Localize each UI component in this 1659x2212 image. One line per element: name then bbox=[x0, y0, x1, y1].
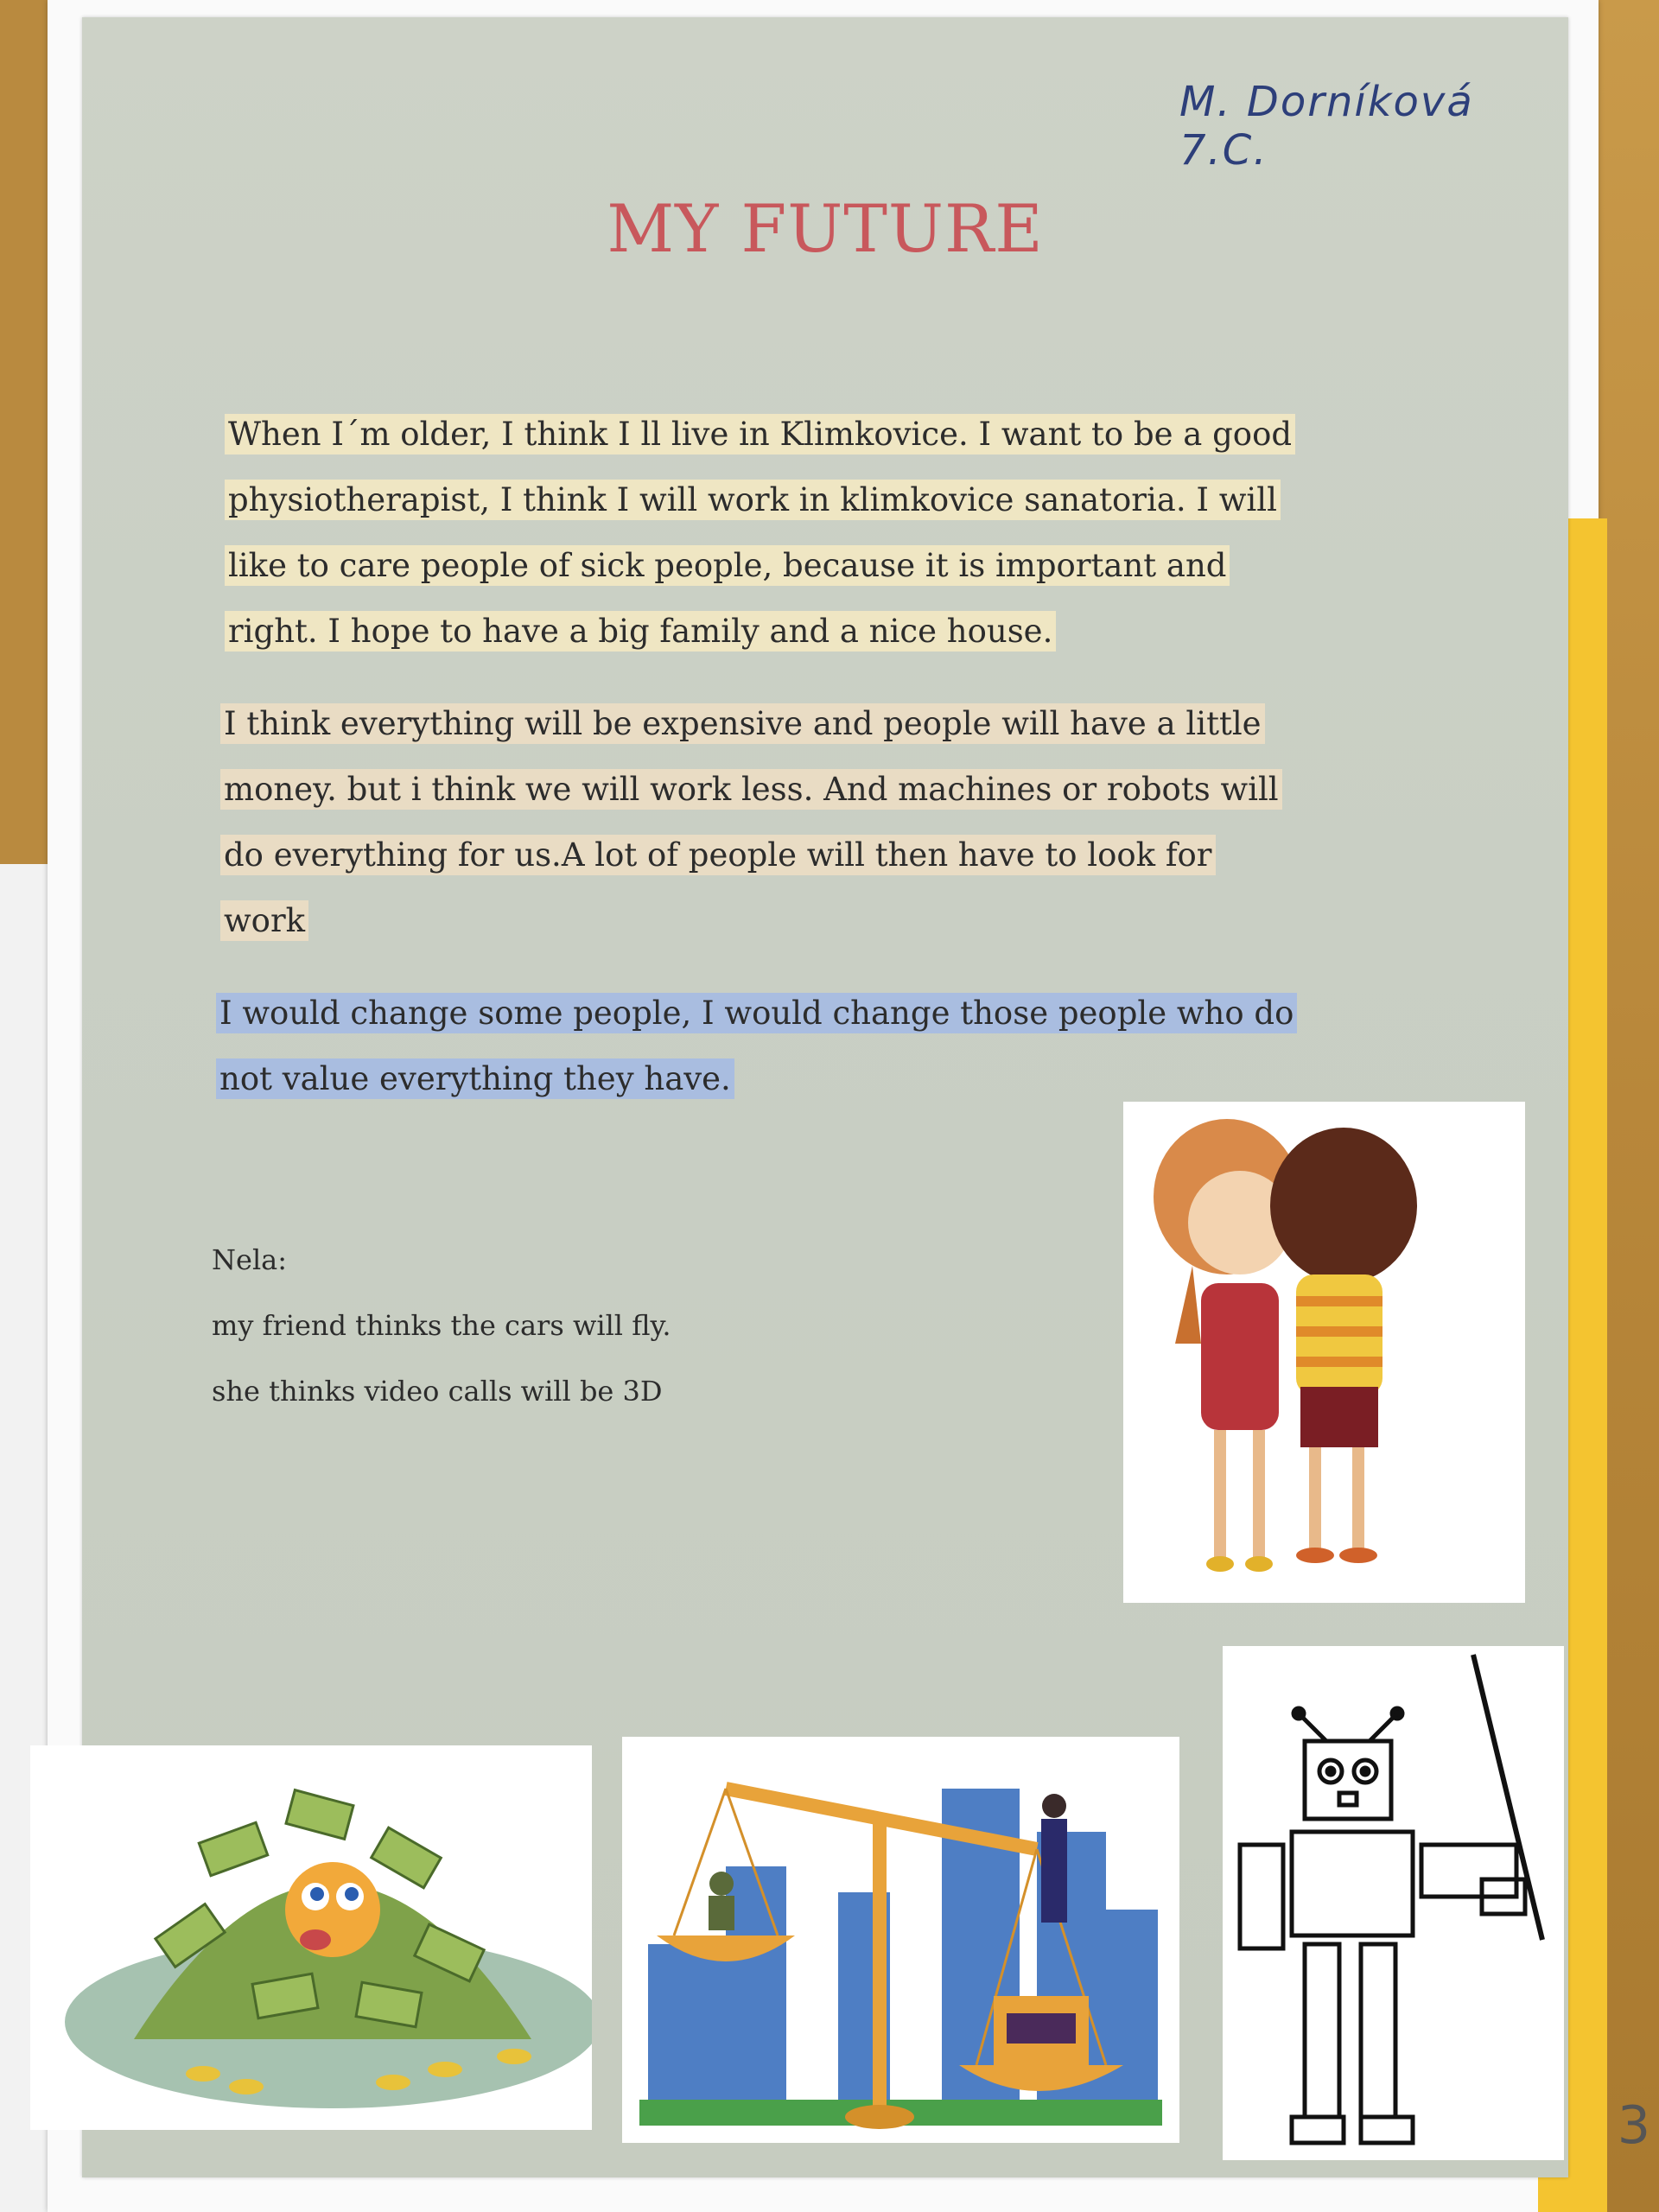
paragraph-2 bbox=[220, 691, 1282, 954]
page-number: 3 bbox=[1617, 2095, 1650, 2156]
paragraph-line: I think everything will be expensive and people will have a little bbox=[220, 703, 1265, 744]
paragraph-line: physiotherapist, I think I will work in klimkovice sanatoria. I will bbox=[225, 480, 1281, 520]
paragraph-line: like to care people of sick people, because it is important and bbox=[225, 545, 1230, 586]
paragraph-line: I would change some people, I would change those people who do bbox=[216, 993, 1297, 1033]
nela-line: my friend thinks the cars will fly. bbox=[212, 1309, 671, 1342]
robot-drawing bbox=[1223, 1646, 1564, 2160]
document-sheet bbox=[82, 17, 1568, 2177]
nela-line: she thinks video calls will be 3D bbox=[212, 1375, 663, 1408]
money-pile-illustration bbox=[30, 1745, 592, 2130]
paragraph-1 bbox=[225, 402, 1295, 664]
page-title: MY FUTURE bbox=[607, 190, 1044, 267]
paragraph-line: do everything for us.A lot of people will then have to look for bbox=[220, 835, 1216, 875]
paragraph-3 bbox=[216, 981, 1297, 1112]
handwritten-signature: M. Dorníková 7.C. bbox=[1179, 78, 1474, 175]
paragraph-line: right. I hope to have a big family and a nice house. bbox=[225, 611, 1056, 652]
hugging-kids-illustration bbox=[1123, 1102, 1525, 1603]
nela-note bbox=[212, 1227, 671, 1424]
scale-illustration bbox=[622, 1737, 1179, 2143]
nela-heading: Nela: bbox=[212, 1243, 288, 1276]
paragraph-line: money. but i think we will work less. And machines or robots will bbox=[220, 769, 1282, 810]
paragraph-line: work bbox=[220, 900, 308, 941]
paragraph-line: not value everything they have. bbox=[216, 1058, 734, 1099]
paragraph-line: When I´m older, I think I ll live in Klimkovice. I want to be a good bbox=[225, 414, 1295, 454]
